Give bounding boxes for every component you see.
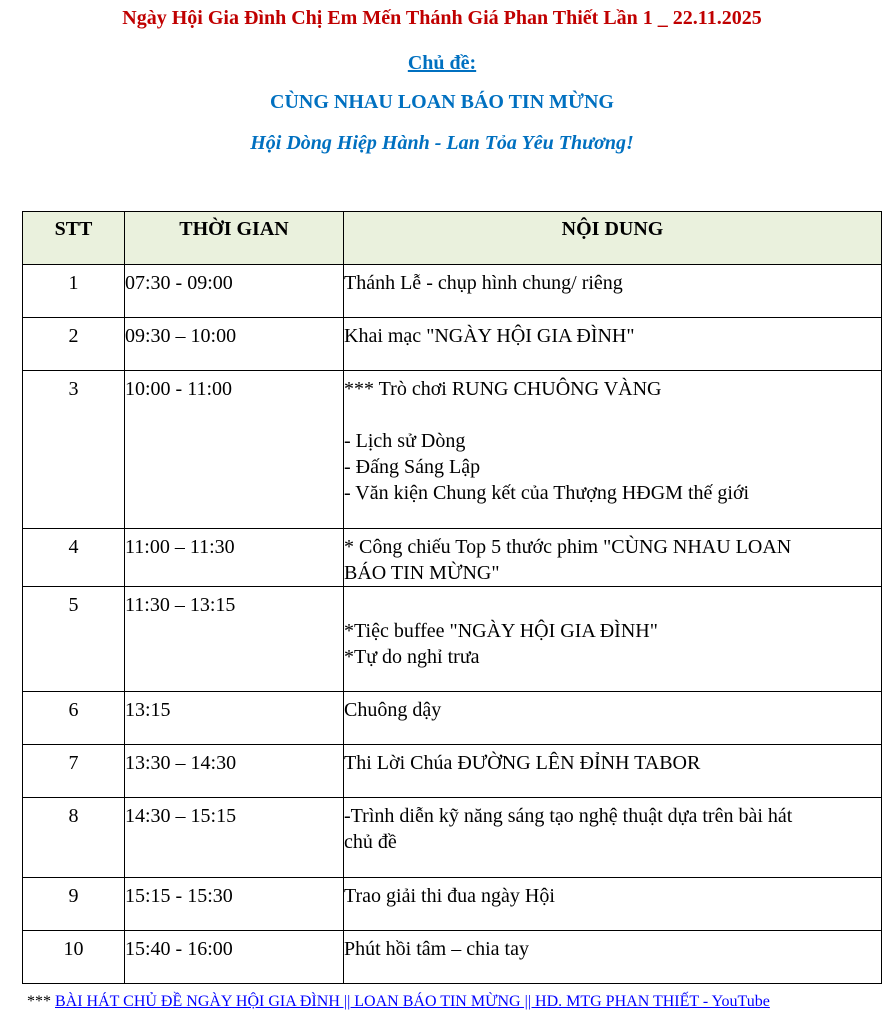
row-content — [344, 587, 882, 692]
table-row — [23, 587, 882, 692]
row-time: 09:30 – 10:00 — [125, 318, 344, 371]
row-content — [344, 931, 882, 984]
row-content — [344, 745, 882, 798]
row-stt: 6 — [23, 692, 125, 745]
header-time: THỜI GIAN — [125, 212, 344, 265]
content-line: *** Trò chơi RUNG CHUÔNG VÀNG — [344, 378, 662, 400]
theme-label: Chủ đề: — [407, 52, 477, 74]
header-content: NỘI DUNG — [344, 212, 882, 265]
row-time: 13:30 – 14:30 — [125, 745, 344, 798]
row-content — [344, 265, 882, 318]
table-row — [23, 878, 882, 931]
content-line: *Tự do nghỉ trưa — [344, 646, 480, 668]
content-line: -Trình diễn kỹ năng sáng tạo nghệ thuật dựa trên bài hát — [344, 805, 793, 827]
row-stt: 1 — [23, 265, 125, 318]
row-time: 15:15 - 15:30 — [125, 878, 344, 931]
row-content — [344, 529, 882, 587]
content-line: - Văn kiện Chung kết của Thượng HĐGM thế giới — [344, 482, 750, 504]
content-line: Trao giải thi đua ngày Hội — [344, 885, 555, 907]
content-line: Phút hồi tâm – chia tay — [344, 938, 529, 960]
content-line: *Tiệc buffee "NGÀY HỘI GIA ĐÌNH" — [344, 620, 658, 642]
row-stt: 10 — [23, 931, 125, 984]
table-header-row — [23, 212, 882, 265]
row-time: 14:30 – 15:15 — [125, 798, 344, 878]
content-line: chủ đề — [344, 831, 397, 853]
header-stt: STT — [23, 212, 125, 265]
row-stt: 2 — [23, 318, 125, 371]
content-line: Khai mạc "NGÀY HỘI GIA ĐÌNH" — [344, 325, 635, 347]
row-time: 13:15 — [125, 692, 344, 745]
row-time: 10:00 - 11:00 — [125, 371, 344, 529]
content-line: BÁO TIN MỪNG" — [344, 562, 500, 584]
content-line: - Đấng Sáng Lập — [344, 456, 481, 478]
row-content — [344, 878, 882, 931]
row-time: 15:40 - 16:00 — [125, 931, 344, 984]
row-time: 07:30 - 09:00 — [125, 265, 344, 318]
table-row — [23, 745, 882, 798]
row-time: 11:30 – 13:15 — [125, 587, 344, 692]
table-row — [23, 529, 882, 587]
table-row — [23, 265, 882, 318]
row-stt: 5 — [23, 587, 125, 692]
row-stt: 4 — [23, 529, 125, 587]
table-row — [23, 692, 882, 745]
footer-prefix: *** — [27, 993, 51, 1010]
table-row — [23, 798, 882, 878]
content-line: * Công chiếu Top 5 thước phim "CÙNG NHAU LOAN — [344, 536, 792, 558]
youtube-song-link[interactable]: BÀI HÁT CHỦ ĐỀ NGÀY HỘI GIA ĐÌNH || LOAN BÁO TIN MỪNG || HD. MTG PHAN THIẾT - YouTube — [55, 993, 770, 1010]
content-line: - Lịch sử Dòng — [344, 430, 466, 452]
row-stt: 8 — [23, 798, 125, 878]
content-line: Thánh Lễ - chụp hình chung/ riêng — [344, 272, 623, 294]
schedule-body — [23, 265, 882, 984]
row-content — [344, 318, 882, 371]
table-row — [23, 371, 882, 529]
schedule-table — [22, 211, 882, 984]
row-content — [344, 692, 882, 745]
content-line: Chuông dậy — [344, 699, 442, 721]
theme-main: CÙNG NHAU LOAN BÁO TIN MỪNG — [270, 91, 614, 113]
row-time: 11:00 – 11:30 — [125, 529, 344, 587]
table-row — [23, 318, 882, 371]
footer-note — [27, 993, 770, 1011]
row-content — [344, 798, 882, 878]
content-line: Thi Lời Chúa ĐƯỜNG LÊN ĐỈNH TABOR — [344, 752, 701, 774]
row-content — [344, 371, 882, 529]
theme-subtitle: Hội Dòng Hiệp Hành - Lan Tỏa Yêu Thương! — [250, 132, 634, 154]
row-stt: 7 — [23, 745, 125, 798]
table-row — [23, 931, 882, 984]
page-title: Ngày Hội Gia Đình Chị Em Mến Thánh Giá Phan Thiết Lần 1 _ 22.11.2025 — [122, 7, 762, 29]
row-stt: 3 — [23, 371, 125, 529]
row-stt: 9 — [23, 878, 125, 931]
blank-line — [344, 402, 881, 428]
blank-line — [344, 592, 881, 618]
